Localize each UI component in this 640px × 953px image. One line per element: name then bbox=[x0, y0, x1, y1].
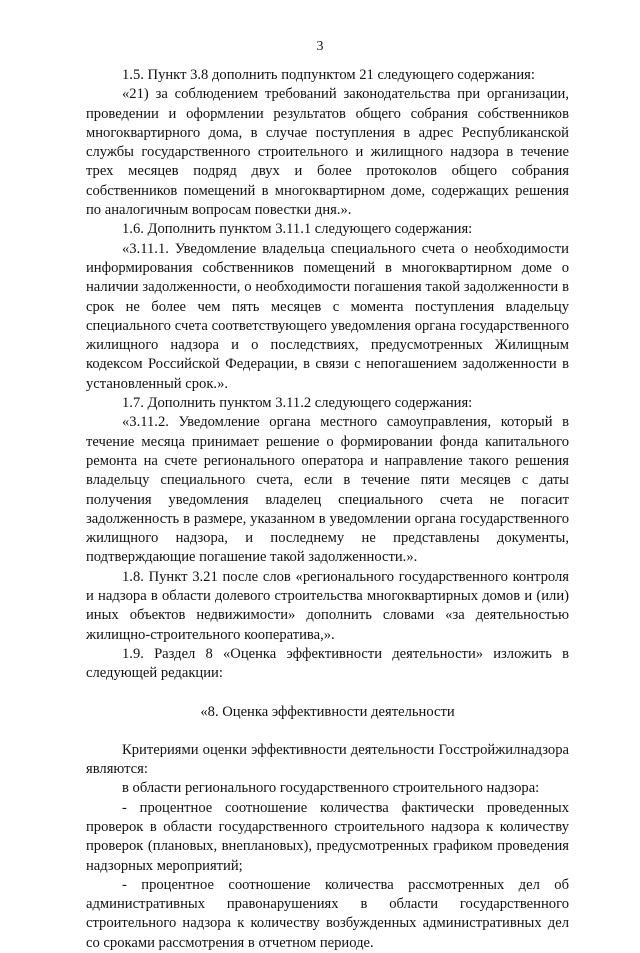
document-body bbox=[86, 66, 569, 953]
paragraph-1-5: 1.5. Пункт 3.8 дополнить подпунктом 21 следующего содержания: bbox=[122, 67, 535, 83]
page-number: 3 bbox=[316, 39, 324, 54]
criteria-item-1: - процентное соотношение количества фактически проведенных проверок в области государственного строительного надзора к количеству проверок (плановых, внеплановых), предусмотренных графиком проведения надзорных мероприятий; bbox=[86, 799, 569, 874]
paragraph-1-6-text: «3.11.1. Уведомление владельца специального счета о необходимости информирования собственников помещений в многоквартирном доме о наличии задолженности, о необходимости погашения такой задолженности в срок не более чем пять месяцев с момента поступления владельцу специального счета соответствующего уведомления органа государственного жилищного надзора и о последствиях, предусмотренных Жилищным кодексом Российской Федерации, в связи с непогашением задолженности в установленный срок.». bbox=[86, 240, 569, 392]
paragraph-1-9: 1.9. Раздел 8 «Оценка эффективности деятельности» изложить в следующей редакции: bbox=[86, 645, 569, 682]
paragraph-1-8: 1.8. Пункт 3.21 после слов «регионального государственного контроля и надзора в области долевого строительства многоквартирных домов и (или) иных объектов недвижимости» дополнить словами «за деятельностью жилищно-строительного кооператива,». bbox=[86, 568, 569, 643]
paragraph-1-6: 1.6. Дополнить пунктом 3.11.1 следующего содержания: bbox=[122, 221, 473, 238]
paragraph-1-7-text: «3.11.2. Уведомление органа местного самоуправления, который в течение месяца принимает решение о формировании фонда капитального ремонта на счете регионального оператора и направление такого решения владельцу специального счета, если в течение пяти месяцев с даты получения уведомления владелец специального счета не погасит задолженность в размере, указанном в уведомлении органа государственного жилищного надзора, и последнему не представлены документы, подтверждающие погашение такой задолженности.». bbox=[86, 414, 569, 566]
section-heading: «8. Оценка эффективности деятельности bbox=[200, 703, 455, 720]
criteria-area: в области регионального государственного строительного надзора: bbox=[122, 780, 540, 797]
paragraph-1-7: 1.7. Дополнить пунктом 3.11.2 следующего содержания: bbox=[122, 395, 473, 412]
criteria-item-2: - процентное соотношение количества рассмотренных дел об административных правонарушениях в области государственного строительного надзора к количеству возбужденных административных дел со сроками рассмотрения в отчетном периоде. bbox=[86, 876, 569, 951]
criteria-intro: Критериями оценки эффективности деятельности Госстройжилнадзора являются: bbox=[86, 741, 569, 778]
paragraph-1-5-text: «21) за соблюдением требований законодательства при организации, проведении и оформлении результатов общего собрания собственников многоквартирного дома, в случае поступления в адрес Республиканской службы государственного строительного и жилищного надзора в течение трех месяцев подряд двух и более протоколов общего собрания собственников помещений в многоквартирном доме, содержащих решения по аналогичным вопросам повестки дня.». bbox=[86, 86, 569, 219]
